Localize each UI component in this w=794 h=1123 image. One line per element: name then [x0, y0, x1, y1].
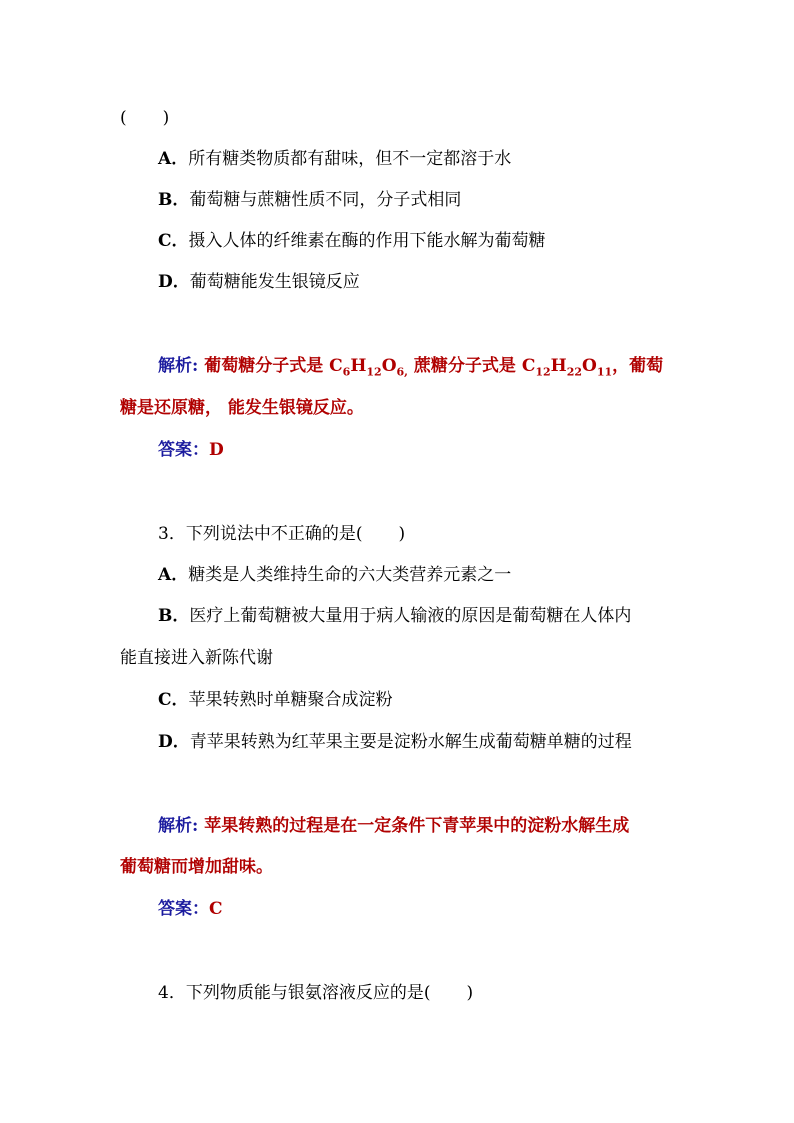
q2-option-c [158, 229, 546, 253]
q3-analysis-line1 [158, 814, 629, 838]
q2-option-a-letter: A． [158, 149, 189, 169]
q3-option-c-letter: C． [158, 690, 189, 710]
q2-answer [158, 438, 224, 462]
q3-option-a [158, 563, 511, 587]
q2-option-a [158, 147, 511, 171]
q3-option-b-text: 医疗上葡萄糖被大量用于病人输液的原因是葡萄糖在人体内 [189, 606, 632, 626]
q4-paren-close: ) [466, 983, 474, 1003]
q2-analysis-line2: 糖是还原糖， 能发生银镜反应。 [120, 398, 364, 418]
q4-stem-text: 4．下列物质能与银氨溶液反应的是( [158, 983, 431, 1003]
q3-option-b-letter: B． [158, 606, 190, 626]
q3-analysis-line2: 葡萄糖而增加甜味。 [120, 857, 273, 877]
q3-analysis-text-1: 苹果转熟的过程是在一定条件下青苹果中的淀粉水解生成 [198, 816, 630, 836]
q3-option-c [158, 688, 393, 712]
q3-analysis-label: 解析: [158, 816, 199, 836]
q2-answer-label: 答案： [158, 440, 209, 460]
q3-option-d [158, 730, 632, 754]
q3-option-a-text: 糖类是人类维持生命的六大类营养元素之一 [188, 565, 512, 585]
q2-blank-paren [120, 106, 169, 130]
q3-stem [158, 522, 405, 546]
q2-analysis-text-1: 葡萄糖分子式是 $C_6H_{12}O_{6,}$ 蔗糖分子式是 $C_{12}H_{22}O_{11}$，葡萄 [204, 356, 664, 379]
q3-stem-text: 3．下列说法中不正确的是( [158, 524, 363, 544]
q4-stem [158, 981, 473, 1005]
q2-option-c-letter: C． [158, 231, 189, 251]
q3-answer-label: 答案： [158, 899, 209, 919]
q3-paren-close: ) [398, 524, 406, 544]
q3-option-d-text: 青苹果转熟为红苹果主要是淀粉水解生成葡萄糖单糖的过程 [189, 732, 632, 752]
q2-option-b [158, 188, 461, 212]
q2-paren-close: ) [162, 108, 170, 128]
q3-option-c-text: 苹果转熟时单糖聚合成淀粉 [188, 690, 393, 710]
q2-paren-open: ( [120, 108, 127, 128]
q2-option-a-text: 所有糖类物质都有甜味，但不一定都溶于水 [188, 149, 512, 169]
q3-option-b [158, 604, 631, 628]
q2-option-d [158, 270, 360, 294]
q2-option-d-letter: D． [158, 272, 190, 292]
q2-option-b-letter: B． [158, 190, 190, 210]
q2-analysis-label: 解析: [158, 356, 199, 376]
q2-option-b-text: 葡萄糖与蔗糖性质不同，分子式相同 [189, 190, 462, 210]
q3-answer [158, 897, 223, 921]
q3-option-d-letter: D． [158, 732, 190, 752]
q3-option-a-letter: A． [158, 565, 189, 585]
q2-option-c-text: 摄入人体的纤维素在酶的作用下能水解为葡萄糖 [188, 231, 546, 251]
q3-answer-value: C [209, 899, 223, 919]
q2-analysis-line1 [158, 354, 663, 378]
q3-option-b-continuation: 能直接进入新陈代谢 [120, 648, 273, 668]
q2-answer-value: D [209, 440, 224, 460]
q2-option-d-text: 葡萄糖能发生银镜反应 [189, 272, 360, 292]
